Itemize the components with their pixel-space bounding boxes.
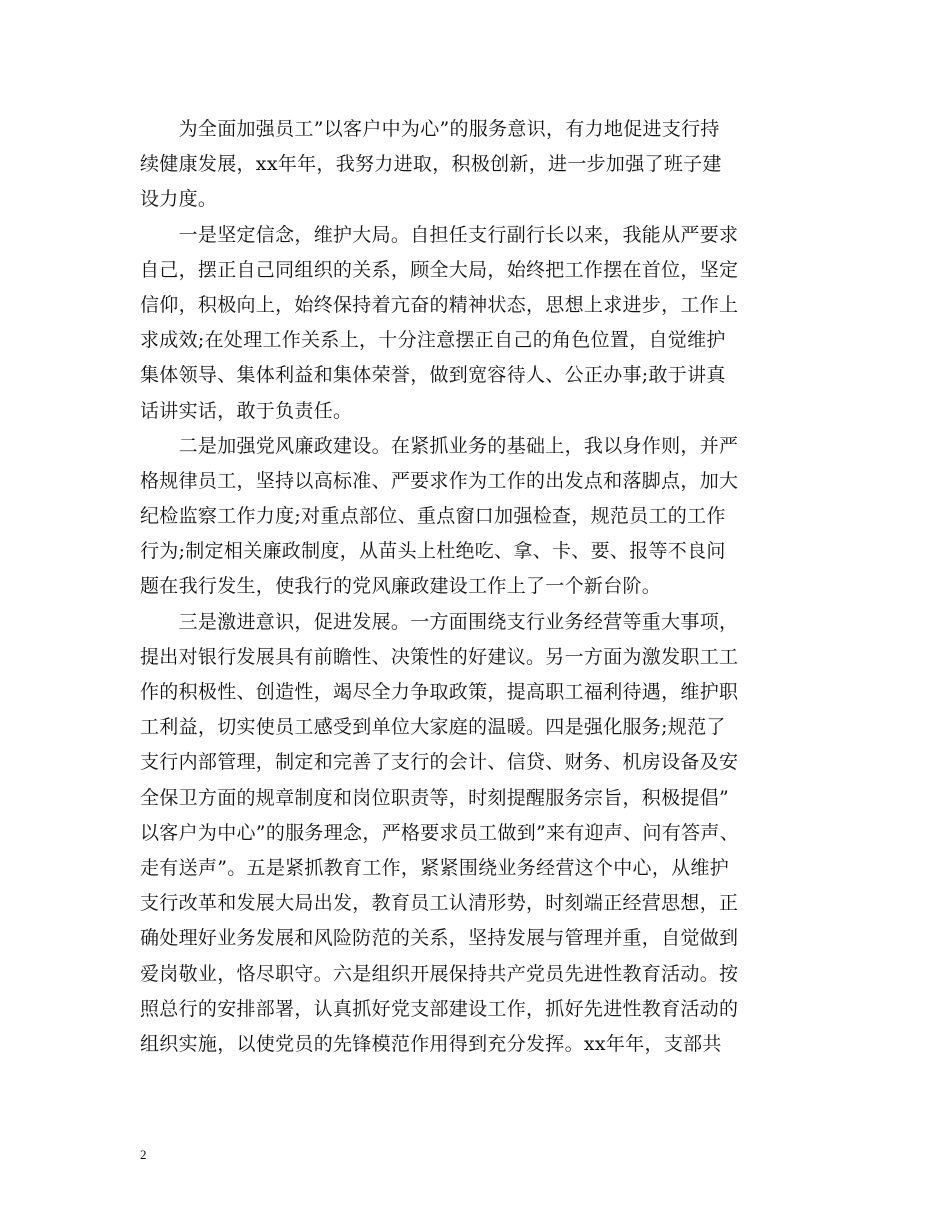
- text-line: 自己，摆正自己同组织的关系，顾全大局，始终把工作摆在首位，坚定: [140, 258, 739, 281]
- text-line: 集体领导、集体利益和集体荣誉，做到宽容待人、公正办事;敢于讲真: [140, 364, 726, 387]
- text-line: 续健康发展，xx年年，我努力进取，积极创新，进一步加强了班子建: [140, 153, 722, 176]
- text-line: 全保卫方面的规章制度和岗位职责等，时刻提醒服务宗旨，积极提倡”: [140, 786, 730, 809]
- text-line: 话讲实话，敢于负责任。: [140, 399, 353, 422]
- text-line: 纪检监察工作力度;对重点部位、重点窗口加强检查，规范员工的工作: [140, 505, 726, 528]
- text-line: 爱岗敬业，恪尽职守。六是组织开展保持共产党员先进性教育活动。按: [140, 962, 739, 985]
- text-line: 作的积极性、创造性，竭尽全力争取政策，提高职工福利待遇，维护职: [140, 681, 739, 703]
- text-line: 格规律员工，坚持以高标准、严要求作为工作的出发点和落脚点，加大: [140, 469, 739, 492]
- text-line: 确处理好业务发展和风险防范的关系，坚持发展与管理并重，自觉做到: [140, 927, 739, 950]
- text-line: 一是坚定信念，维护大局。自担任支行副行长以来，我能从严要求: [140, 223, 739, 246]
- text-line: 照总行的安排部署，认真抓好党支部建设工作，抓好先进性教育活动的: [140, 997, 739, 1020]
- text-line: 支行改革和发展大局出发，教育员工认清形势，时刻端正经营思想，正: [140, 892, 739, 915]
- text-line: 提出对银行发展具有前瞻性、决策性的好建议。另一方面为激发职工工: [140, 645, 739, 668]
- text-line: 信仰，积极向上，始终保持着亢奋的精神状态，思想上求进步，工作上: [140, 293, 739, 316]
- text-line: 组织实施，以使党员的先锋模范作用得到充分发挥。xx年年，支部共: [140, 1032, 722, 1055]
- body-text: [140, 112, 812, 1062]
- text-line: 设力度。: [140, 188, 218, 211]
- text-line: 题在我行发生，使我行的党风廉政建设工作上了一个新台阶。: [140, 575, 662, 598]
- text-line: 行为;制定相关廉政制度，从苗头上杜绝吃、拿、卡、要、报等不良问: [140, 540, 726, 563]
- text-line: 为全面加强员工”以客户中为心”的服务意识，有力地促进支行持: [140, 118, 720, 140]
- page-number: 2: [140, 1147, 147, 1162]
- text-line: 走有送声”。五是紧抓教育工作，紧紧围绕业务经营这个中心，从维护: [140, 856, 730, 879]
- text-line: 以客户为中心”的服务理念，严格要求员工做到”来有迎声、问有答声、: [140, 821, 740, 844]
- text-line: 二是加强党风廉政建设。在紧抓业务的基础上，我以身作则，并严: [140, 434, 739, 457]
- text-line: 三是激进意识，促进发展。一方面围绕支行业务经营等重大事项，: [140, 610, 739, 633]
- text-line: 工利益，切实使员工感受到单位大家庭的温暖。四是强化服务;规范了: [140, 716, 726, 739]
- text-line: 支行内部管理，制定和完善了支行的会计、信贷、财务、机房设备及安: [140, 751, 739, 774]
- text-line: 求成效;在处理工作关系上，十分注意摆正自己的角色位置，自觉维护: [140, 329, 726, 352]
